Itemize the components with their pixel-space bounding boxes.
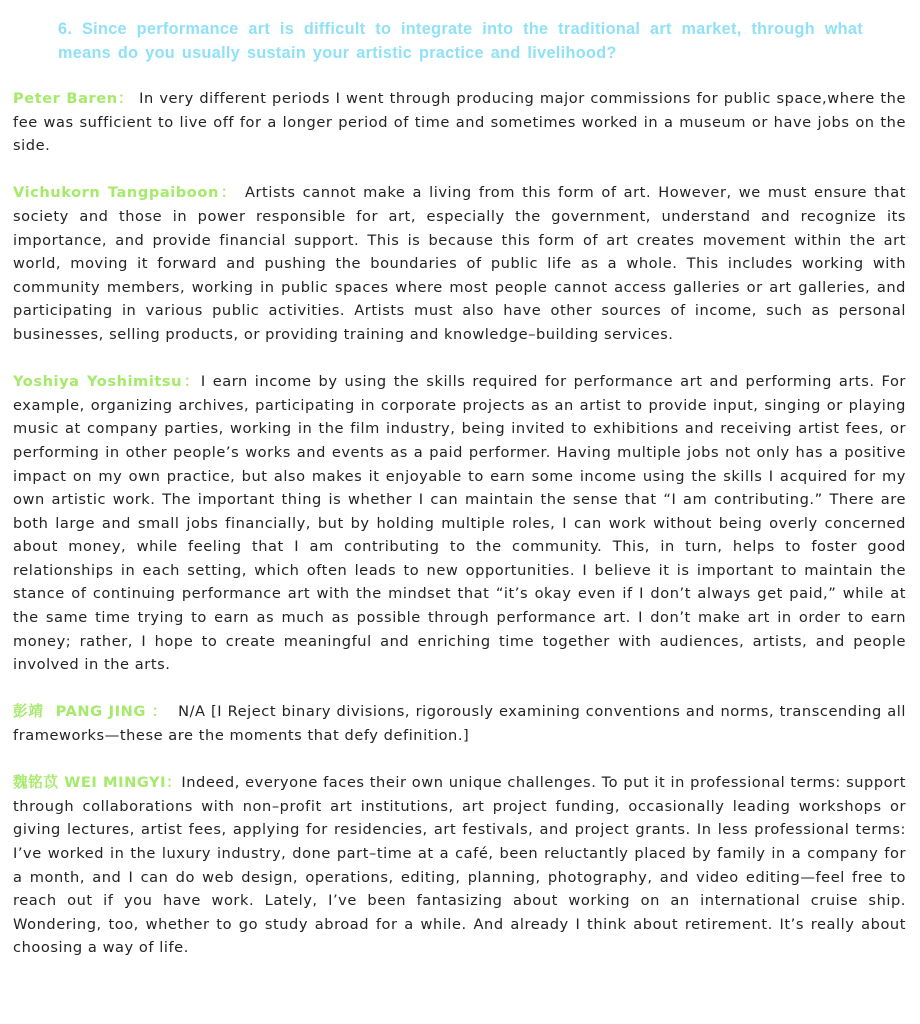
speaker-separator: ：: [117, 90, 134, 107]
answer-text: Artists cannot make a living from this form of art. However, we must ensure that society and those in power responsible for art, especially the government, understand and recognize its importance, and provide financial support. This is because this form of art creates movement within the art world, moving it forward and pushing the boundaries of public life as a whole. This includes working with community members, working in public spaces where most people cannot access galleries or art galleries, and participating in various public activities. Artists must also have other sources of income, such as personal businesses, selling products, or providing training and knowledge–building services.: [13, 184, 906, 343]
speaker-name: 彭靖 PANG JING: [13, 703, 152, 721]
question-heading: 6. Since performance art is difficult to integrate into the traditional art market, through what means do you usually sustain your artistic practice and livelihood?: [58, 20, 863, 62]
answer-peter-baren: [13, 87, 906, 158]
speaker-separator: ：: [218, 184, 238, 202]
interview-page: [13, 0, 912, 960]
answer-text: N/A [I Reject binary divisions, rigorously examining conventions and norms, transcending all frameworks—these are the moments that defy definition.]: [13, 703, 912, 745]
speaker-separator: ：: [182, 373, 201, 391]
speaker-name: Vichukorn Tangpaiboon: [13, 184, 219, 202]
answer-yoshiya-yoshimitsu: [13, 370, 906, 677]
answer-text: I earn income by using the skills required for performance art and performing arts. For example, organizing archives, participating in corporate projects as an artist to provide input, singing or playing music at company parties, working in the film industry, being invited to exhibitions and receiving artist fees, or performing in other people’s works and events as a paid performer. Having multiple jobs not only has a positive impact on my own practice, but also makes it enjoyable to earn some income using the skills I acquired for my own artistic work. The important thing is whether I can maintain the sense that “I am contributing.” There are both large and small jobs financially, but by holding multiple roles, I can work without being overly concerned about money, while feeling that I am contributing to the community. This, in turn, helps to foster good relationships in each setting, which often leads to new opportunities. I believe it is important to maintain the stance of continuing performance art with the mindset that “it’s okay even if I don’t always get paid,” while at the same time trying to earn as much as possible through performance art. I don’t make art in order to earn money; rather, I hope to create meaningful and enriching time together with audiences, artists, and people involved in the arts.: [13, 373, 906, 674]
answer-text: Indeed, everyone faces their own unique challenges. To put it in professional terms: support through collaborations with non–profit art institutions, art project funding, occasionally leading workshops or giving lectures, artist fees, applying for residencies, art festivals, and project grants. In less professional terms: I’ve worked in the luxury industry, done part–time at a café, been reluctantly placed by family in a company for a month, and I can do web design, operations, editing, planning, photography, and video editing—feel free to reach out if you have work. Lately, I’ve been fantasizing about working on an international cruise ship. Wondering, too, whether to go study abroad for a while. And already I think about retirement. It’s really about choosing a way of life.: [13, 774, 906, 957]
answer-pang-jing: [13, 700, 912, 747]
speaker-separator: ：: [166, 774, 182, 792]
speaker-name: 魏铭苡 WEI MINGYI: [13, 774, 167, 792]
speaker-name: Peter Baren: [13, 90, 118, 107]
speaker-name: Yoshiya Yoshimitsu: [13, 373, 183, 391]
answer-wei-mingyi: [13, 771, 906, 960]
answer-vichukorn-tangpaiboon: [13, 181, 906, 346]
answer-text: In very different periods I went through producing major commissions for public space,where the fee was sufficient to live off for a longer period of time and sometimes worked in a museum or have jobs on the side.: [13, 90, 906, 155]
speaker-separator: ：: [151, 703, 168, 721]
